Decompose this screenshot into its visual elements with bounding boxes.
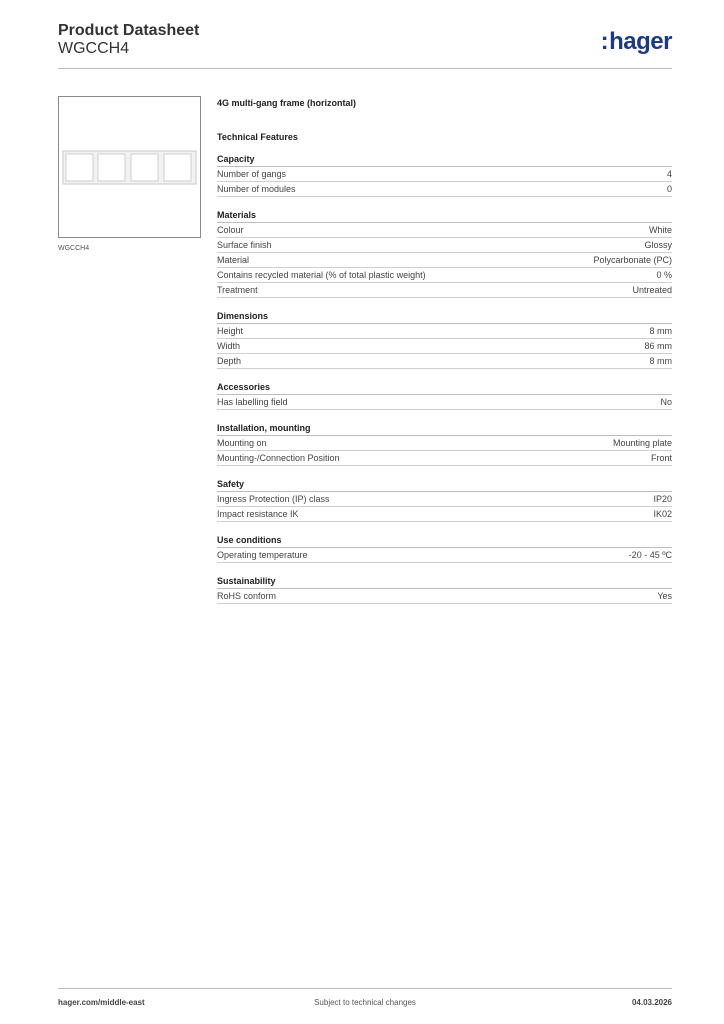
spec-value: IP20 <box>653 494 672 504</box>
spec-value: 86 mm <box>644 341 672 351</box>
spec-row <box>217 253 672 268</box>
technical-features-heading: Technical Features <box>217 132 298 142</box>
spec-value: White <box>648 225 672 235</box>
spec-value: Untreated <box>632 285 672 295</box>
spec-label: Surface finish <box>217 240 272 250</box>
logo-text: hager <box>609 28 672 55</box>
image-caption: WGCCH4 <box>58 245 90 252</box>
document-title: Product Datasheet <box>58 22 200 39</box>
spec-label: Height <box>217 326 244 336</box>
spec-row <box>217 223 672 238</box>
spec-row <box>217 492 672 507</box>
spec-label: RoHS conform <box>217 591 277 601</box>
spec-row <box>217 182 672 197</box>
section-heading: Accessories <box>217 380 672 395</box>
spec-row <box>217 324 672 339</box>
spec-row <box>217 354 672 369</box>
product-title: 4G multi-gang frame (horizontal) <box>217 98 357 108</box>
spec-content <box>217 96 672 615</box>
spec-label: Material <box>217 255 250 265</box>
spec-section <box>217 421 672 466</box>
spec-label: Number of modules <box>217 184 296 194</box>
header-divider <box>58 68 672 69</box>
spec-row <box>217 507 672 522</box>
spec-label: Width <box>217 341 241 351</box>
logo-prefix: : <box>600 28 609 55</box>
spec-value: No <box>660 397 672 407</box>
section-heading: Safety <box>217 477 672 492</box>
spec-label: Contains recycled material (% of total plastic weight) <box>217 270 426 280</box>
section-heading: Materials <box>217 208 672 223</box>
spec-row <box>217 451 672 466</box>
spec-value: 0 % <box>656 270 672 280</box>
section-heading: Installation, mounting <box>217 421 672 436</box>
spec-sections <box>217 152 672 604</box>
spec-row <box>217 395 672 410</box>
gang-opening-2 <box>98 154 125 181</box>
spec-section <box>217 309 672 369</box>
spec-section <box>217 208 672 298</box>
section-heading: Dimensions <box>217 309 672 324</box>
spec-row <box>217 339 672 354</box>
section-heading: Use conditions <box>217 533 672 548</box>
spec-label: Number of gangs <box>217 169 287 179</box>
spec-value: 4 <box>666 169 672 179</box>
spec-value: -20 - 45 ºC <box>628 550 672 560</box>
hager-logo <box>601 28 672 56</box>
spec-label: Has labelling field <box>217 397 288 407</box>
page-footer <box>58 998 672 1010</box>
page-header <box>58 20 672 68</box>
spec-label: Operating temperature <box>217 550 308 560</box>
spec-row <box>217 238 672 253</box>
footer-note: Subject to technical changes <box>314 998 416 1007</box>
spec-value: 8 mm <box>649 326 672 336</box>
section-heading: Capacity <box>217 152 672 167</box>
spec-section <box>217 574 672 604</box>
product-code: WGCCH4 <box>58 40 130 57</box>
spec-row <box>217 283 672 298</box>
product-image <box>58 96 201 238</box>
gang-opening-4 <box>164 154 191 181</box>
spec-row <box>217 167 672 182</box>
spec-value: IK02 <box>653 509 672 519</box>
spec-row <box>217 548 672 563</box>
spec-label: Depth <box>217 356 242 366</box>
spec-section <box>217 533 672 563</box>
frame-illustration <box>59 97 200 237</box>
spec-value: 8 mm <box>649 356 672 366</box>
spec-label: Mounting on <box>217 438 267 448</box>
spec-value: 0 <box>666 184 672 194</box>
spec-label: Treatment <box>217 285 258 295</box>
spec-section <box>217 152 672 197</box>
spec-label: Colour <box>217 225 244 235</box>
spec-label: Ingress Protection (IP) class <box>217 494 330 504</box>
spec-section <box>217 477 672 522</box>
footer-date: 04.03.2026 <box>631 998 672 1007</box>
spec-row <box>217 268 672 283</box>
spec-row <box>217 436 672 451</box>
footer-divider <box>58 988 672 989</box>
spec-value: Polycarbonate (PC) <box>593 255 672 265</box>
spec-section <box>217 380 672 410</box>
spec-value: Yes <box>657 591 672 601</box>
spec-value: Front <box>650 453 672 463</box>
gang-opening-3 <box>131 154 158 181</box>
gang-opening-1 <box>66 154 93 181</box>
spec-value: Mounting plate <box>612 438 672 448</box>
spec-value: Glossy <box>644 240 672 250</box>
section-heading: Sustainability <box>217 574 672 589</box>
footer-url[interactable]: hager.com/middle-east <box>58 998 145 1007</box>
spec-row <box>217 589 672 604</box>
spec-label: Mounting-/Connection Position <box>217 453 340 463</box>
spec-label: Impact resistance IK <box>217 509 299 519</box>
